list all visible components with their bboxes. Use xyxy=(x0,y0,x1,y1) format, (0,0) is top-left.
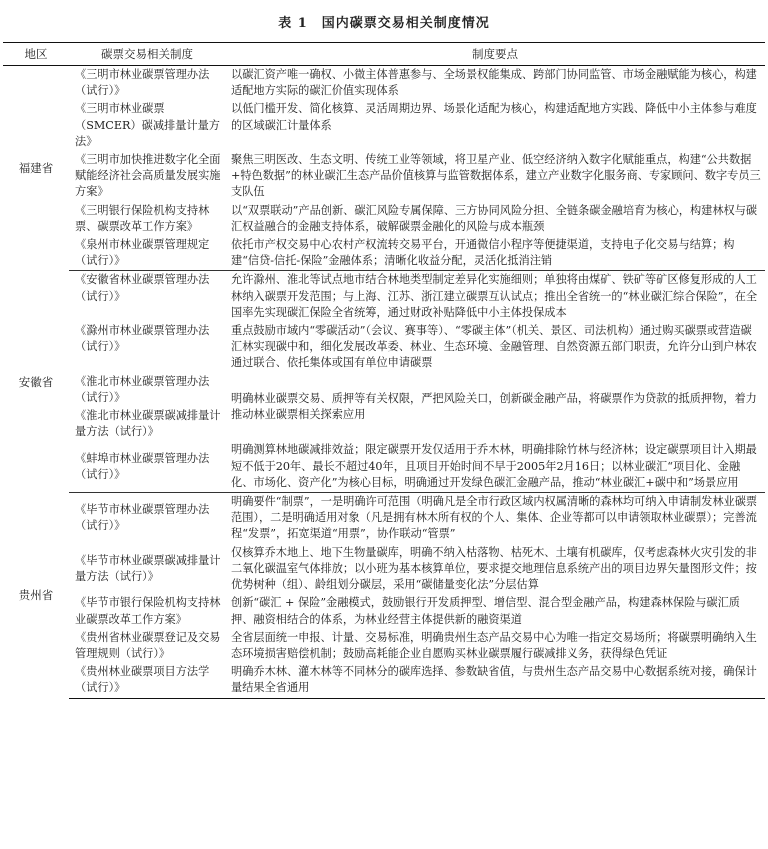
table-row xyxy=(3,594,765,628)
key-points-cell: 重点鼓励市域内“零碳活动”（会议、赛事等）、“零碳主体”（机关、景区、司法机构）通过购买碳票或营造碳汇林实现碳中和，细化发展改革委、林业、生态环境、金融管理、自然资源五部门职责，允许分山到户林农通过联合、依托集体或国有单位申请碳票 xyxy=(231,324,757,370)
policy-table xyxy=(3,42,765,699)
table-row xyxy=(3,544,765,595)
key-points-cell: 全省层面统一申报、计量、交易标准，明确贵州生态产品交易中心为唯一指定交易场所；将碳票明确纳入生态环境损害赔偿机制；鼓励高耗能企业自愿购买林业碳票履行碳减排义务，获得绿色凭证 xyxy=(231,630,757,660)
table-row xyxy=(3,373,765,407)
key-points-cell: 明确林业碳票交易、质押等有关权限，严把风险关口，创新碳金融产品，将碳票作为贷款的抵质押物，着力推动林业碳票相关探索应用 xyxy=(231,391,757,422)
region-cell: 贵州省 xyxy=(18,588,54,603)
key-points-cell: 明确乔木林、灌木林等不同林分的碳库选择、参数缺省值，与贵州生态产品交易中心数据系统对接，确保计量结果全省通用 xyxy=(225,663,765,698)
table-row xyxy=(3,629,765,663)
table-row xyxy=(3,100,765,151)
table-row xyxy=(3,66,765,101)
document-cell: 《贵州省林业碳票登记及交易管理规则（试行）》 xyxy=(75,630,221,660)
document-cell: 《泉州市林业碳票管理规定（试行）》 xyxy=(69,236,225,271)
document-cell: 《毕节市林业碳票碳减排量计量方法（试行）》 xyxy=(75,553,221,583)
key-points-cell: 明确要件“制票”，一是明确许可范围（明确凡是全市行政区域内权属清晰的森林均可纳入申请制发林业碳票范围），二是明确适用对象（凡是拥有林木所有权的个人、集体、企业等都可以申请领取林业碳票）；完善流程“发票”，拓宽渠道“用票”，协作联动“管票” xyxy=(231,495,758,541)
region-cell: 安徽省 xyxy=(18,374,54,389)
table-caption: 表 1 国内碳票交易相关制度情况 xyxy=(278,16,490,31)
header-document: 碳票交易相关制度 xyxy=(69,43,225,66)
region-cell: 福建省 xyxy=(18,161,54,176)
header-row xyxy=(3,43,765,66)
document-cell: 《三明市林业碳票管理办法（试行）》 xyxy=(75,68,210,98)
key-points-cell: 聚焦三明医改、生态文明、传统工业等领域，将卫星产业、低空经济纳入数字化赋能重点，构建“公共数据+特色数据”的林业碳汇生态产品价值核算与监管数据体系，建立产业数字化服务商、专家顾问、数字专员三支队伍 xyxy=(231,153,761,199)
table-row xyxy=(3,151,765,202)
key-points-cell: 创新“碳汇 + 保险”金融模式，鼓励银行开发质押型、增信型、混合型金融产品，构建森林保险与碳汇质押、融资相结合的体系，为林业经营主体提供新的融资渠道 xyxy=(231,596,740,626)
document-cell: 《安徽省林业碳票管理办法（试行）》 xyxy=(75,273,210,303)
document-cell: 《三明市林业碳票（SMCER）碳减排量计量方法》 xyxy=(75,102,220,148)
table-row xyxy=(3,236,765,271)
document-cell: 《淮北市林业碳票碳减排量计量方法（试行）》 xyxy=(75,409,221,439)
key-points-cell: 明确测算林地碳减排效益；限定碳票开发仅适用于乔木林，明确排除竹林与经济林；设定碳票项目计入期最短不低于20年、最长不超过40年，且项目开始时间不早于2005年2月16日；以林业碳汇“项目化、金融化、市场化、资产化”为核心目标，明确通过开发绿色碳汇金融产品，推动“林业碳汇+碳中和”场景应用 xyxy=(225,441,765,492)
key-points-cell: 以低门槛开发、简化核算、灵活周期边界、场景化适配为核心，构建适配地方实践、降低中小主体参与难度的区域碳汇计量体系 xyxy=(231,102,757,132)
document-cell: 《毕节市林业碳票管理办法（试行）》 xyxy=(75,503,210,533)
document-cell: 《三明银行保险机构支持林票、碳票改革工作方案》 xyxy=(75,203,210,233)
key-points-cell: 以“双票联动”产品创新、碳汇风险专属保障、三方协同风险分担、全链条碳金融培育为核心，构建林权与碳汇权益融合的金融支持体系，破解碳票金融化的风险与成本瓶颈 xyxy=(231,203,758,233)
header-key-points: 制度要点 xyxy=(225,43,765,66)
document-cell: 《淮北市林业碳票管理办法（试行）》 xyxy=(75,374,210,404)
table-row xyxy=(3,493,765,544)
document-cell: 《毕节市银行保险机构支持林业碳票改革工作方案》 xyxy=(75,596,221,626)
table-row xyxy=(3,271,765,322)
table-row xyxy=(3,322,765,373)
key-points-cell: 依托市产权交易中心农村产权流转交易平台，开通微信小程序等便捷渠道，支持电子化交易与结算；构建“信贷-信托-保险”金融体系；清晰化收益分配，灵活化抵消注销 xyxy=(225,236,765,271)
table-row xyxy=(3,663,765,698)
table-row xyxy=(3,441,765,492)
table-row xyxy=(3,202,765,236)
header-region: 地区 xyxy=(3,43,69,66)
key-points-cell: 以碳汇资产唯一确权、小微主体普惠参与、全场景权能集成、跨部门协同监管、市场金融赋能为核心，构建适配地方实际的碳汇价值实现体系 xyxy=(231,68,757,98)
document-cell: 《滁州市林业碳票管理办法（试行）》 xyxy=(75,324,210,354)
key-points-cell: 仅核算乔木地上、地下生物量碳库，明确不纳入枯落物、枯死木、土壤有机碳库，仅考虑森林火灾引发的非二氧化碳温室气体排放；以小班为基本核算单位，要求提交地理信息系统产出的项目边界矢量图形文件；按优势树种（组）、龄组划分碳层，采用“碳储量变化法”分层估算 xyxy=(231,545,757,592)
document-cell: 《贵州林业碳票项目方法学（试行）》 xyxy=(69,663,225,698)
key-points-cell: 允许滁州、淮北等试点地市结合林地类型制定差异化实施细则；单独将由煤矿、铁矿等矿区修复形成的人工林纳入碳票开发范围；与上海、江苏、浙江建立碳票互认试点；推出全省统一的“林业碳汇综合保险”，在全国率先实现碳汇保险全省统筹，通过财政补贴降低中小主体投保成本 xyxy=(231,273,758,319)
document-cell: 《蚌埠市林业碳票管理办法（试行）》 xyxy=(69,441,225,492)
document-cell: 《三明市加快推进数字化全面赋能经济社会高质量发展实施方案》 xyxy=(75,153,221,199)
